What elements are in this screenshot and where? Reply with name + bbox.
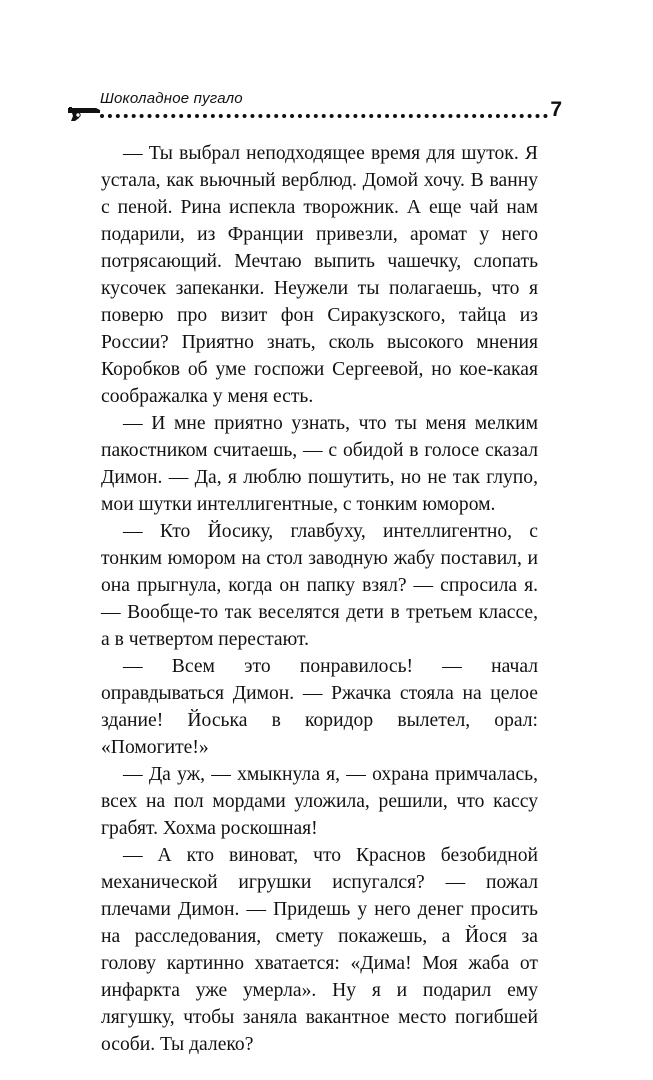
paragraph: — И мне приятно узнать, что ты меня мелким пакостником считаешь, — с обидой в голосе сказал Димон. — Да, я люблю пошутить, но не так глупо, мои шутки интеллигентные, с тонким юмором. — [101, 413, 538, 515]
header-dotted-rule — [100, 114, 548, 118]
paragraph: — А кто виноват, что Краснов безобидной механической игрушки испугался? — пожал плечами Димон. — Придешь у него денег просить на расследования, смету покажешь, а Йося за голову картинно хватается: «Дима! Моя жаба от инфаркта уже умерла». Ну я и подарил ему лягушку, чтобы заняла вакантное место погибшей особи. Ты далеко? — [101, 845, 538, 1055]
paragraph: — Да уж, — хмыкнула я, — охрана примчалась, всех на пол мордами уложила, решили, что кассу грабят. Хохма роскошная! — [101, 764, 538, 839]
page-number: 7 — [550, 98, 562, 121]
body-text — [101, 140, 538, 1058]
paragraph: — Всем это понравилось! — начал оправдываться Димон. — Ржачка стояла на целое здание! Йоська в коридор вылетел, орал: «Помогите!» — [101, 656, 538, 758]
paragraph: — Ты выбрал неподходящее время для шуток. Я устала, как вьючный верблюд. Домой хочу. В ванну с пеной. Рина испекла творожник. А еще чай нам подарили, из Франции привезли, аромат у него потрясающий. Мечтаю выпить чашечку, слопать кусочек запеканки. Неужели ты полагаешь, что я поверю про визит фон Сиракузского, тайца из России? Приятно знать, сколь высокого мнения Коробков об уме госпожи Сергеевой, но кое-какая соображалка у меня есть. — [101, 143, 538, 407]
running-title: Шоколадное пугало — [100, 90, 243, 107]
paragraph: — Кто Йосику, главбуху, интеллигентно, с тонким юмором на стол заводную жабу поставил, и она прыгнула, когда он папку взял? — спросила я. — Вообще-то так веселятся дети в третьем классе, а в четвертом перестают. — [101, 521, 538, 650]
revolver-icon — [66, 104, 102, 122]
page-header — [66, 90, 562, 130]
